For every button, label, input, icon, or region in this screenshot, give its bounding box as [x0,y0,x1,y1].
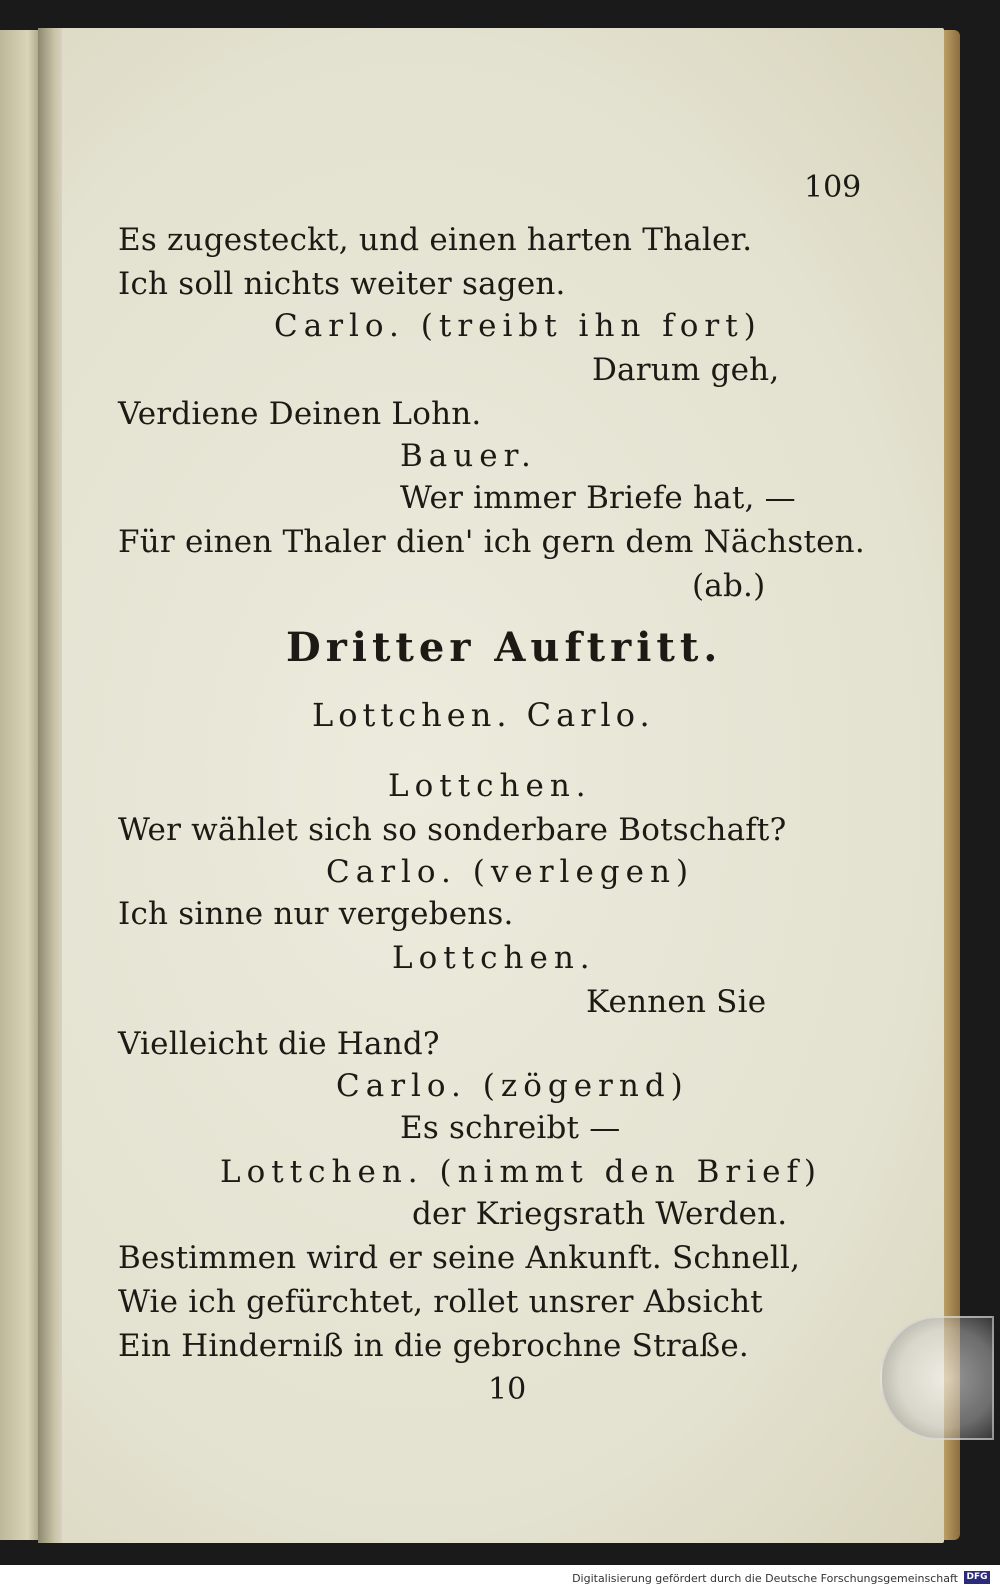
stage-direction: (ab.) [692,568,766,604]
speaker-line: Bauer. [400,438,537,474]
page-number: 109 [804,170,862,205]
verse-line: Wer immer Briefe hat, — [400,480,796,516]
verse-line: Wie ich gefürchtet, rollet unsrer Absicht [118,1284,763,1320]
signature-mark: 10 [488,1372,527,1407]
scene-heading: Dritter Auftritt. [286,624,723,671]
speaker-line: Carlo. (treibt ihn fort) [274,308,762,344]
verse-line: Kennen Sie [586,984,767,1020]
verse-line: Es zugesteckt, und einen harten Thaler. [118,222,753,258]
speaker-line: Carlo. (zögernd) [336,1068,689,1104]
speaker-line: Lottchen. (nimmt den Brief) [220,1154,823,1190]
verse-line: Wer wählet sich so sonderbare Botschaft? [118,812,787,848]
verse-line: Vielleicht die Hand? [118,1026,440,1062]
verse-line: Darum geh, [592,352,780,388]
scene-persons: Lottchen. Carlo. [312,696,655,734]
verse-line: Es schreibt — [400,1110,621,1146]
verse-line: Ich sinne nur vergebens. [118,896,514,932]
speaker-line: Carlo. (verlegen) [326,854,695,890]
verse-line: Ein Hinderniß in die gebrochne Straße. [118,1328,749,1364]
previous-page-edge [0,30,40,1540]
book-page [62,28,944,1543]
speaker-line: Lottchen. [392,940,596,976]
dfg-logo-icon: DFG [964,1571,990,1584]
verse-line: Für einen Thaler dien' ich gern dem Nächsten. [118,524,865,560]
verse-line: Verdiene Deinen Lohn. [118,396,482,432]
verse-line: Bestimmen wird er seine Ankunft. Schnell, [118,1240,801,1276]
footer-credit: Digitalisierung gefördert durch die Deutsche Forschungsgemeinschaft [572,1572,958,1585]
speaker-line: Lottchen. [388,768,592,804]
page-clip [880,1316,994,1440]
verse-line: der Kriegsrath Werden. [412,1196,788,1232]
verse-line: Ich soll nichts weiter sagen. [118,266,566,302]
